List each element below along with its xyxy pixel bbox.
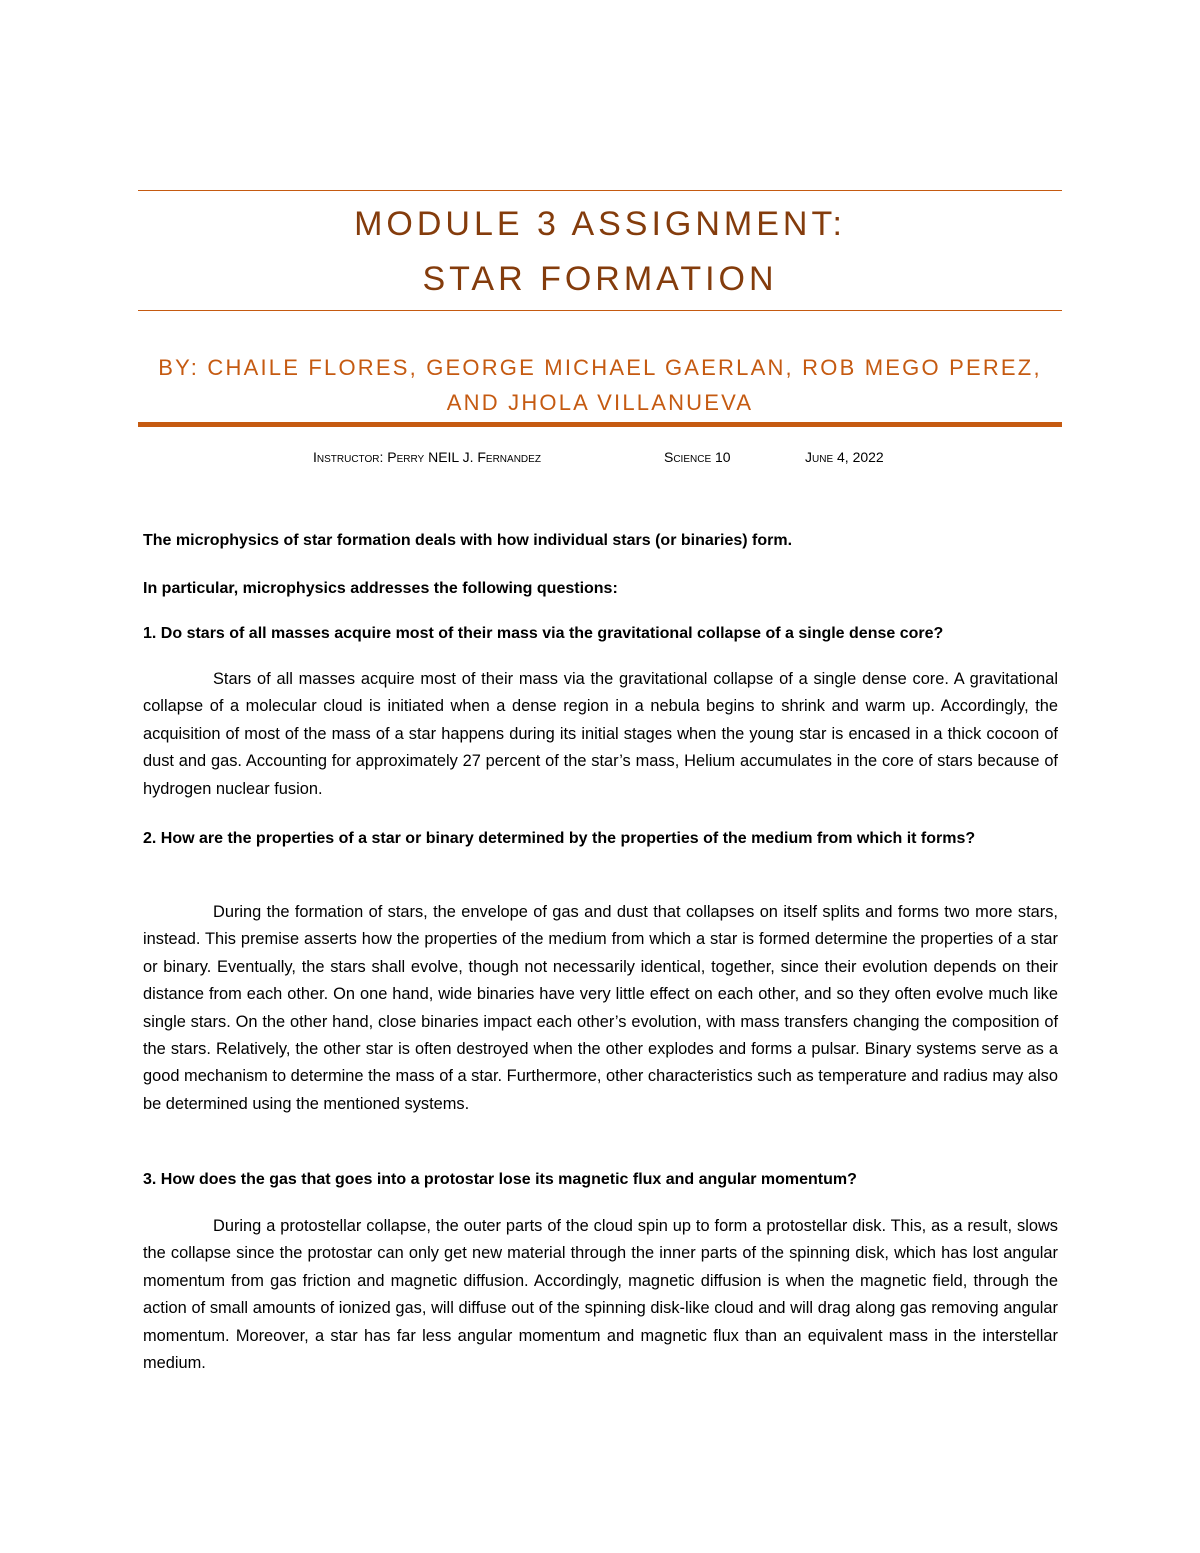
authors-bottom-rule [138,422,1062,427]
document-title [138,197,1062,307]
title-line-1: MODULE 3 ASSIGNMENT: [354,205,846,243]
question-2: 2. How are the properties of a star or binary determined by the properties of the medium from which it forms? [143,830,976,847]
date-label: June 4, 2022 [805,449,884,465]
subject-label: Science 10 [664,449,731,465]
document-meta [0,449,1200,473]
question-1: 1. Do stars of all masses acquire most of their mass via the gravitational collapse of a single dense core? [143,625,944,642]
author-list [138,350,1062,420]
answer-1: Stars of all masses acquire most of their mass via the gravitational collapse of a single dense core. A gravitational collapse of a molecular cloud is initiated when a dense region in a nebula begins to shrink and warm up. Accordingly, the acquisition of most of the mass of a star happens during its initial stages when the young star is encased in a thick cocoon of dust and gas. Accounting for approximately 27 percent of the star’s mass, Helium accumulates in the core of stars because of hydrogen nuclear fusion. [143,670,1058,798]
question-3: 3. How does the gas that goes into a protostar lose its magnetic flux and angular momentum? [143,1171,857,1188]
answer-2: During the formation of stars, the envelope of gas and dust that collapses on itself splits and forms two more stars, instead. This premise asserts how the properties of the medium from which a star is formed determine the properties of a star or binary. Eventually, the stars shall evolve, though not necessarily identical, together, since their evolution depends on their distance from each other. On one hand, wide binaries have very little effect on each other, and so they often evolve much like single stars. On the other hand, close binaries impact each other’s evolution, with mass transfers changing the composition of the stars. Relatively, the other star is often destroyed when the other explodes and forms a pulsar. Binary systems serve as a good mechanism to determine the mass of a star. Furthermore, other characteristics such as temperature and radius may also be determined using the mentioned systems. [143,903,1058,1113]
title-top-rule [138,190,1062,191]
instructor-label: Instructor: Perry NEIL J. Fernandez [313,449,541,465]
intro-sentence: The microphysics of star formation deals with how individual stars (or binaries) form. [143,532,793,549]
title-bottom-rule [138,310,1062,311]
title-line-2: STAR FORMATION [422,260,778,298]
intro-questions-lead: In particular, microphysics addresses the following questions: [143,580,618,597]
authors-line-2: AND JHOLA VILLANUEVA [446,390,754,415]
authors-line-1: BY: CHAILE FLORES, GEORGE MICHAEL GAERLAN, ROB MEGO PEREZ, [158,355,1042,380]
answer-3: During a protostellar collapse, the outer parts of the cloud spin up to form a protostellar disk. This, as a result, slows the collapse since the protostar can only get new material through the inner parts of the spinning disk, which has lost angular momentum from gas friction and magnetic diffusion. Accordingly, magnetic diffusion is when the magnetic field, through the action of small amounts of ionized gas, will diffuse out of the spinning disk-like cloud and will drag along gas removing angular momentum. Moreover, a star has far less angular momentum and magnetic flux than an equivalent mass in the interstellar medium. [143,1217,1058,1373]
